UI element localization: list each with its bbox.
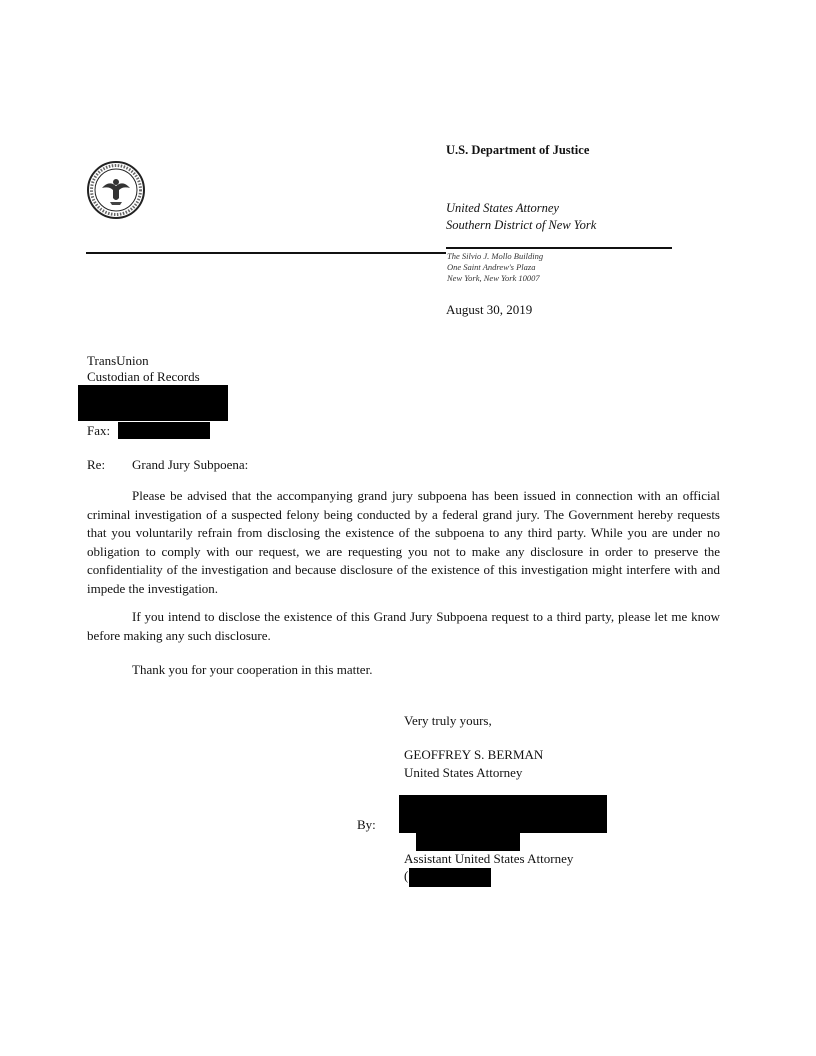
ausa-title: Assistant United States Attorney [404, 851, 574, 866]
closing: Very truly yours, [404, 713, 492, 728]
body-paragraph-3: Thank you for your cooperation in this matter. [132, 662, 373, 677]
office-line-1: United States Attorney [446, 201, 559, 215]
fax-label: Fax: [87, 423, 111, 438]
address-line-3: New York, New York 10007 [447, 273, 540, 283]
redaction-phone [409, 868, 491, 887]
recipient-name: TransUnion [87, 353, 149, 368]
letter-date: August 30, 2019 [446, 302, 533, 317]
body-paragraph-2: If you intend to disclose the existence of this Grand Jury Subpoena request to a third party, please let me know before making any such disclosure. [87, 609, 720, 643]
recipient-title: Custodian of Records [87, 369, 200, 384]
body-paragraph-1: Please be advised that the accompanying grand jury subpoena has been issued in connection with an official criminal investigation of a suspected felony being conducted by a federal grand jury. The Government hereby requests that you voluntarily refrain from disclosing the existence of the subpoena to any third party. While you are under no obligation to comply with our request, we are requesting you not to make any disclosure in order to preserve the confidentiality of the investigation and because disclosure of the existence of this investigation might interfere with and impede the investigation. [87, 488, 720, 596]
letterhead-rule-left [86, 252, 446, 254]
redaction-ausa-name [416, 833, 520, 851]
department-title: U.S. Department of Justice [446, 143, 590, 157]
subject-text: Grand Jury Subpoena: [132, 457, 249, 472]
subject-label: Re: [87, 457, 106, 472]
address-line-1: The Silvio J. Mollo Building [447, 251, 544, 261]
letterhead-rule-right [446, 247, 672, 249]
signer-office: United States Attorney [404, 765, 523, 780]
redaction-address [78, 385, 228, 421]
phone-prefix: ( [404, 868, 409, 883]
office-line-2: Southern District of New York [446, 218, 597, 232]
redaction-signature [399, 795, 607, 833]
redaction-fax-number [118, 422, 210, 439]
signer-name: GEOFFREY S. BERMAN [404, 747, 544, 762]
doj-seal-icon [86, 160, 146, 220]
address-line-2: One Saint Andrew's Plaza [447, 262, 536, 272]
by-label: By: [357, 817, 376, 832]
